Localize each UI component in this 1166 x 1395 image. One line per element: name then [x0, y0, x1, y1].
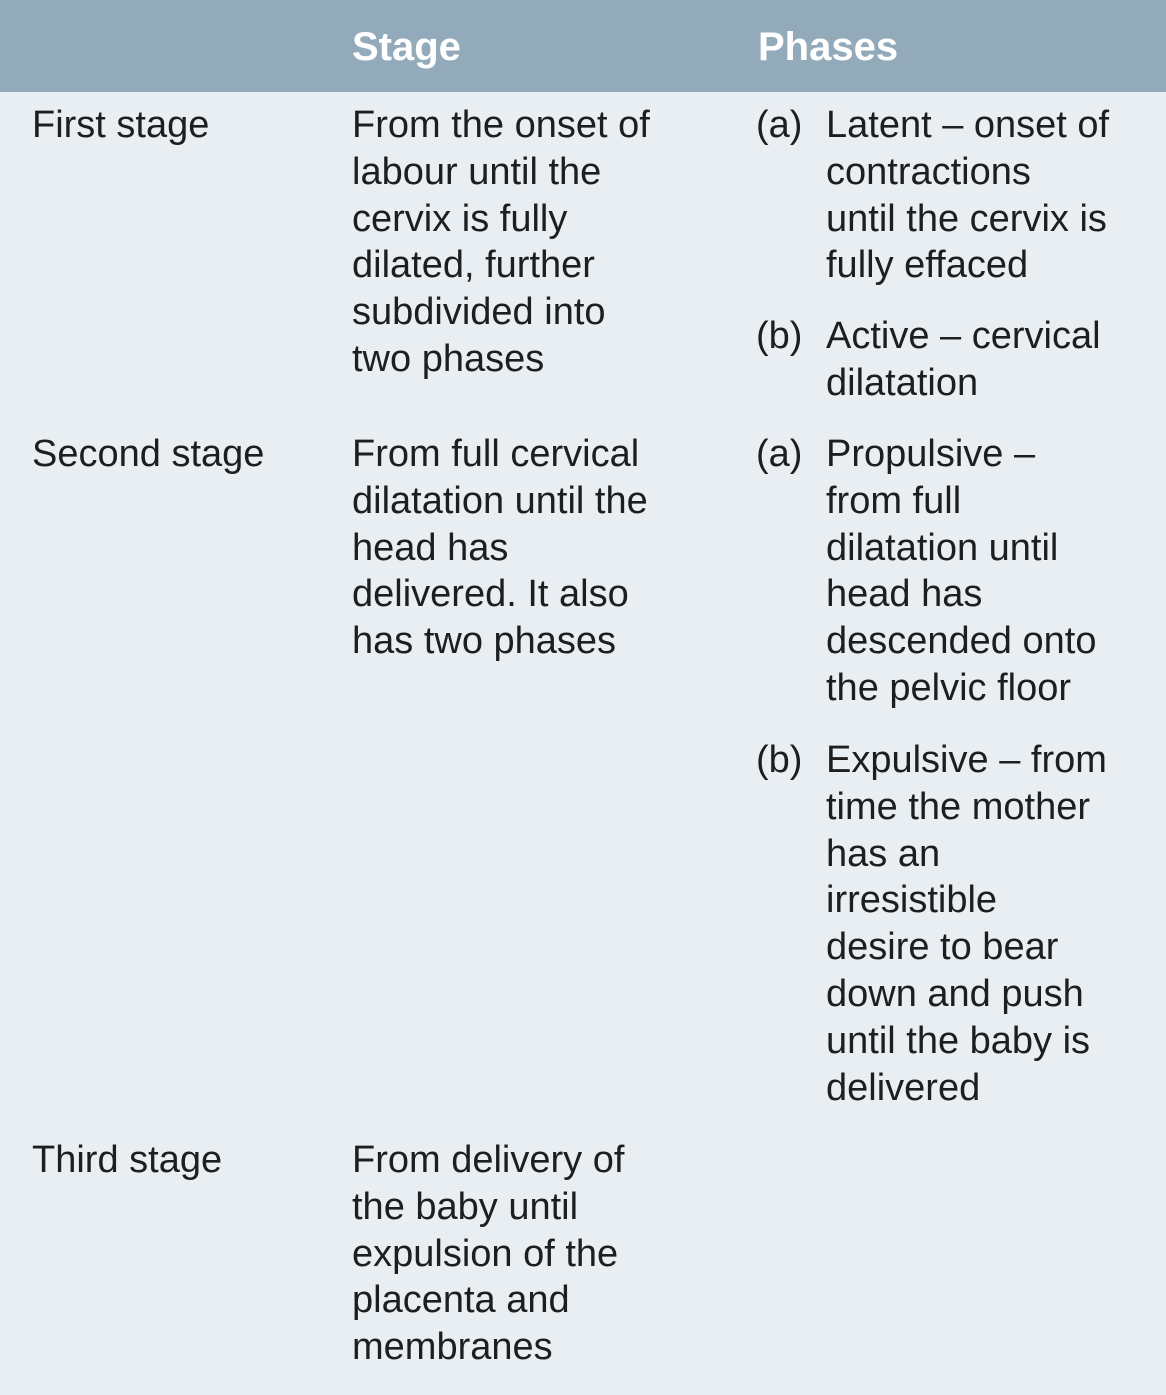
row-2-description-line-3: head has	[352, 526, 509, 569]
row-1-phase-b-label: (b)	[756, 315, 803, 357]
row-3-description-line-4: placenta and	[352, 1279, 570, 1322]
row-2-phase-b-line-5: desire to bear	[826, 926, 1059, 969]
row-3-description-line-1: From delivery of	[352, 1139, 625, 1181]
row-2-phase-a-line-6: the pelvic floor	[826, 667, 1072, 709]
row-1-description-line-3: cervix is fully	[352, 197, 568, 240]
row-1-phase-b-line-2: dilatation	[826, 361, 979, 404]
row-2-stage-name: Second stage	[32, 433, 265, 475]
row-1-description-line-2: labour until the	[352, 150, 602, 193]
row-2-phase-a-line-3: dilatation until	[826, 526, 1059, 569]
row-1-description-line-1: From the onset of	[352, 104, 650, 146]
row-2-description-line-2: dilatation until the	[352, 479, 648, 522]
header-phases: Phases	[758, 25, 899, 69]
row-2-phase-b-line-3: has an	[826, 832, 941, 875]
row-2-phase-a-line-2: from full	[826, 479, 962, 522]
row-1-description-line-6: two phases	[352, 338, 545, 380]
row-2-description-line-4: delivered. It also	[352, 573, 629, 616]
row-2-phase-a-label: (a)	[756, 433, 803, 475]
row-2-phase-b-line-1: Expulsive – from	[826, 739, 1107, 781]
row-2-phase-b-line-7: until the baby is	[826, 1019, 1091, 1062]
row-3-description-line-3: expulsion of the	[352, 1232, 619, 1275]
row-1-phase-a-line-3: until the cervix is	[826, 197, 1107, 240]
row-3-stage-name: Third stage	[32, 1139, 223, 1181]
row-1-phase-b-line-1: Active – cervical	[826, 315, 1101, 357]
row-2-phase-b-line-2: time the mother	[826, 785, 1090, 828]
row-1-stage-name: First stage	[32, 104, 210, 146]
row-2-phase-b-label: (b)	[756, 739, 803, 781]
row-3-description-line-5: membranes	[352, 1326, 553, 1369]
row-2-phase-b-line-6: down and push	[826, 973, 1084, 1015]
row-1-description-line-5: subdivided into	[352, 291, 606, 334]
row-2-description-line-5: has two phases	[352, 620, 617, 663]
row-2-description-line-1: From full cervical	[352, 433, 640, 475]
row-2-phase-b-line-8: delivered	[826, 1066, 981, 1109]
row-1-phase-a-label: (a)	[756, 104, 803, 146]
row-1-phase-a-line-2: contractions	[826, 150, 1031, 193]
row-1-phase-a-line-1: Latent – onset of	[826, 104, 1110, 146]
row-3-description-line-2: the baby until	[352, 1185, 579, 1228]
row-2-phase-a-line-5: descended onto	[826, 620, 1097, 663]
header-stage: Stage	[352, 25, 461, 69]
row-2-phase-a-line-1: Propulsive –	[826, 433, 1036, 475]
table-header	[0, 0, 1166, 92]
row-2-phase-b-line-4: irresistible	[826, 879, 998, 922]
row-1-description-line-4: dilated, further	[352, 244, 595, 287]
row-1-phase-a-line-4: fully effaced	[826, 244, 1029, 287]
row-2-phase-a-line-4: head has	[826, 573, 983, 616]
